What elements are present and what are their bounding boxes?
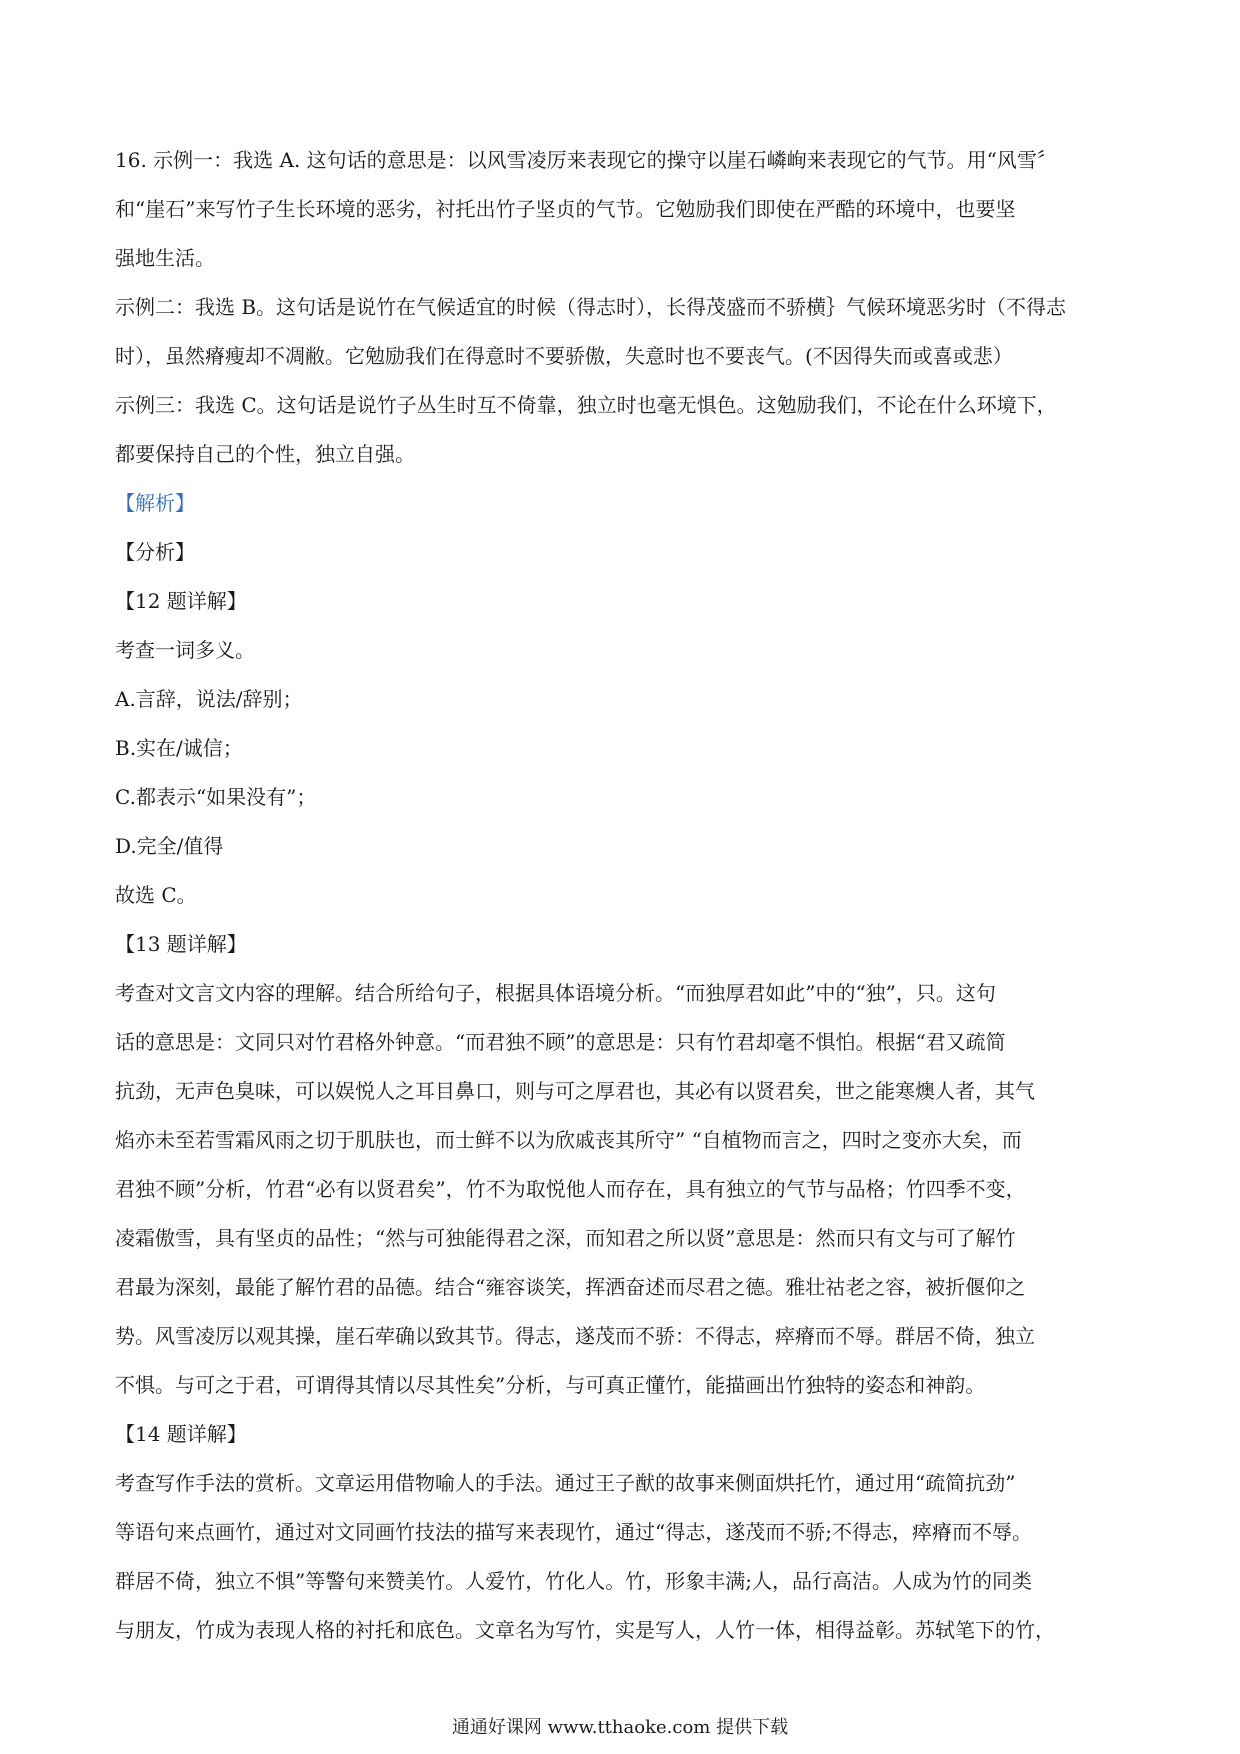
q13-line-4: 焰亦未至若雪霜风雨之切于肌肤也，而士鲜不以为欣戚丧其所守” “自植物而言之，四时之变亦大矣，而	[115, 1128, 1022, 1152]
q13-line-3: 抗劲，无声色臭味，可以娱悦人之耳目鼻口，则与可之厚君也，其必有以贤君矣，世之能寒燠人者，其气	[115, 1079, 1035, 1103]
q14-line-2: 等语句来点画竹，通过对文同画竹技法的描写来表现竹，通过“得志，遂茂而不骄;不得志，瘁瘠而不辱。	[115, 1520, 1032, 1544]
q12-heading: 【12 题详解】	[115, 589, 247, 613]
example-3-line-2: 都要保持自己的个性，独立自强。	[115, 442, 415, 466]
fenxi-heading: 【分析】	[115, 540, 195, 564]
answer-16-line-3: 强地生活。	[115, 246, 215, 270]
q12-option-a: A.言辞，说法/辞别；	[115, 687, 303, 711]
q14-heading: 【14 题详解】	[115, 1422, 247, 1446]
q13-line-1: 考查对文言文内容的理解。结合所给句子，根据具体语境分析。“而独厚君如此”中的“独”，只。这句	[115, 981, 996, 1005]
q12-answer: 故选 C。	[115, 883, 197, 907]
q13-line-5: 君独不顾”分析，竹君“必有以贤君矣”，竹不为取悦他人而存在，具有独立的气节与品格；竹四季不变，	[115, 1177, 1026, 1201]
q13-line-8: 势。风雪凌厉以观其操，崖石荦确以致其节。得志，遂茂而不骄：不得志，瘁瘠而不辱。群居不倚，独立	[115, 1324, 1035, 1348]
analysis-heading: 【解析】	[115, 491, 195, 515]
q13-line-7: 君最为深刻，最能了解竹君的品德。结合“雍容谈笑，挥洒奋述而尽君之德。雅壮祜老之容，被折偃仰之	[115, 1275, 1026, 1299]
q14-line-1: 考查写作手法的赏析。文章运用借物喻人的手法。通过王子猷的故事来侧面烘托竹，通过用“疏简抗劲”	[115, 1471, 1016, 1495]
q12-option-d: D.完全/值得	[115, 834, 224, 858]
example-2-line-1: 示例二：我选 B。这句话是说竹在气候适宜的时候（得志时），长得茂盛而不骄横｝气候环境恶劣时（不得志	[115, 295, 1067, 319]
q13-line-9: 不惧。与可之于君，可谓得其情以尽其性矣”分析，与可真正懂竹，能描画出竹独特的姿态和神韵。	[115, 1373, 986, 1397]
q13-line-2: 话的意思是：文同只对竹君格外钟意。“而君独不顾”的意思是：只有竹君却毫不惧怕。根据“君又疏简	[115, 1030, 1006, 1054]
example-3-line-1: 示例三：我选 C。这句话是说竹子丛生时互不倚靠，独立时也毫无惧色。这勉励我们，不论在什么环境下，	[115, 393, 1057, 417]
q13-heading: 【13 题详解】	[115, 932, 247, 956]
answer-16-line-1: 16. 示例一：我选 A. 这句话的意思是：以风雪凌厉来表现它的操守以崖石嶙峋来表现它的气节。用“风雪〞	[115, 148, 1057, 172]
q12-option-b: B.实在/诚信；	[115, 736, 243, 760]
document-body	[115, 136, 1130, 1655]
q12-option-c: C.都表示“如果没有”；	[115, 785, 317, 809]
q14-line-4: 与朋友，竹成为表现人格的衬托和底色。文章名为写竹，实是写人，人竹一体，相得益彰。苏轼笔下的竹，	[115, 1618, 1055, 1642]
example-2-line-2: 时），虽然瘠瘦却不凋敝。它勉励我们在得意时不要骄傲，失意时也不要丧气。(不因得失而或喜或悲）	[115, 344, 1013, 368]
page-footer: 通通好课网 www.tthaoke.com 提供下载	[451, 1717, 789, 1738]
q13-line-6: 凌霜傲雪，具有坚贞的品性；“然与可独能得君之深，而知君之所以贤”意思是：然而只有文与可了解竹	[115, 1226, 1016, 1250]
q14-line-3: 群居不倚，独立不惧”等警句来赞美竹。人爱竹，竹化人。竹，形象丰满;人，品行高洁。人成为竹的同类	[115, 1569, 1032, 1593]
answer-16-line-2: 和“崖石”来写竹子生长环境的恶劣，衬托出竹子坚贞的气节。它勉励我们即使在严酷的环境中，也要坚	[115, 197, 1016, 221]
q12-line-1: 考查一词多义。	[115, 638, 255, 662]
